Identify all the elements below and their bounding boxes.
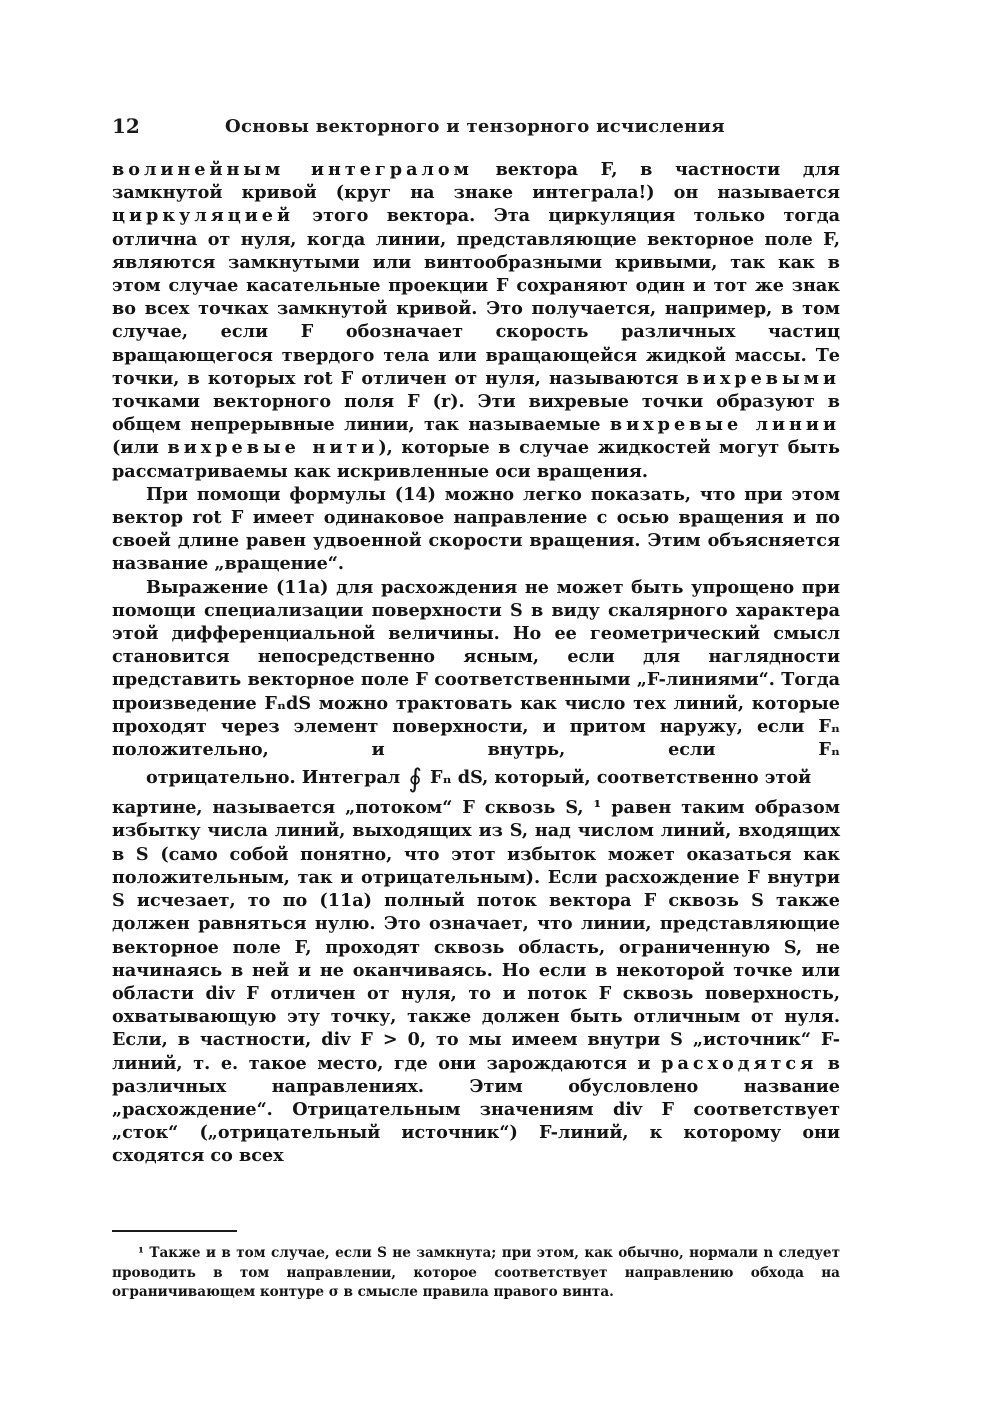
spaced-term: циркуляцией bbox=[112, 205, 295, 227]
running-title: Основы векторного и тензорного исчисления bbox=[225, 116, 725, 137]
paragraph-1 bbox=[112, 158, 840, 483]
spaced-term: вихревые нити bbox=[167, 437, 379, 459]
text-run: (или bbox=[112, 437, 168, 459]
spaced-term: вихревые линии bbox=[609, 414, 841, 436]
contour-integral-sign: ∮ bbox=[408, 764, 422, 795]
spaced-term: расходятся bbox=[661, 1052, 818, 1074]
text-run: отрицательно. Интеграл bbox=[146, 767, 401, 789]
spaced-term: вихревыми bbox=[686, 367, 840, 389]
footnote: ¹ Также и в том случае, если S не замкнута; при этом, как обычно, нормали n следует проводить в том направлении, которое соответствует направлению обхода на ограничивающем контуре σ в смысле правила правого винта. bbox=[112, 1245, 840, 1300]
main-text bbox=[112, 158, 840, 1168]
spaced-term: волинейным интегралом bbox=[112, 159, 473, 180]
paragraph-2: При помощи формулы (14) можно легко показать, что при этом вектор rot F имеет одинаковое направление с осью вращения и по своей длине равен удвоенной скорости вращения. Этим объясняется название „вращение“. bbox=[112, 483, 840, 575]
text-run: Fₙ dS, который, соответственно этой bbox=[430, 767, 812, 789]
text-run: вектора F, в частности для замкнутой кривой (круг на знаке интеграла!) он называется bbox=[112, 159, 840, 204]
text-run: точками векторного поля F (r). Эти вихревые точки образуют в общем непрерывные линии, так называемые bbox=[112, 391, 840, 436]
footnote-divider bbox=[112, 1230, 237, 1232]
text-run: Выражение (11a) для расхождения не может быть упрощено при помощи специализации поверхности S в виду скалярного характера этой дифференциальной величины. Но ее геометрический смысл становится непосредственно ясным, если для наглядности представить векторное поле F соответственными „F-линиями“. Тогда произведение FₙdS можно трактовать как число тех линий, которые проходят через элемент поверхности, и притом наружу, если Fₙ положительно, и внутрь, если Fₙ bbox=[112, 576, 840, 761]
text-run: этого вектора. Эта циркуляция только тогда отлична от нуля, когда линии, представляющие векторное поле F, являются замкнутыми или винтообразными кривыми, так как в этом случае касательные проекции F сохраняют один и тот же знак во всех точках замкнутой кривой. Это получается, например, в том случае, если F обозначает скорость различных частиц вращающегося твердого тела или вращающейся жидкой массы. Те точки, в которых rot F отличен от нуля, называются bbox=[112, 205, 840, 389]
paragraph-3 bbox=[112, 576, 840, 1168]
integral-line bbox=[112, 761, 811, 796]
page-number: 12 bbox=[112, 114, 140, 138]
text-run: картине, называется „потоком“ F сквозь S, ¹ равен таким образом избытку числа линий, выходящих из S, над числом линий, входящих в S (само собой понятно, что этот избыток может оказаться как положительным, так и отрицательным). Если расхождение F внутри S исчезает, то по (11a) полный поток вектора F сквозь S также должен равняться нулю. Это означает, что линии, представляющие векторное поле F, проходят сквозь область, ограниченную S, не начинаясь в ней и не оканчиваясь. Но если в некоторой точке или области div F отличен от нуля, то и поток F сквозь поверхность, охватывающую эту точку, также должен быть отличным от нуля. Если, в частности, div F > 0, то мы имеем внутри S „источник“ F-линий, т. е. такое место, где они зарождаются и bbox=[112, 797, 840, 1074]
text-run: в различных направлениях. Этим обусловлено название „расхождение“. Отрицательным значениям div F соответствует „сток“ („отрицательный источник“) F-линий, к которому они сходятся со всех bbox=[112, 1052, 840, 1167]
text-run: ), которые в случае жидкостей могут быть рассматриваемы как искривленные оси вращения. bbox=[112, 437, 840, 482]
page-header bbox=[112, 112, 842, 142]
